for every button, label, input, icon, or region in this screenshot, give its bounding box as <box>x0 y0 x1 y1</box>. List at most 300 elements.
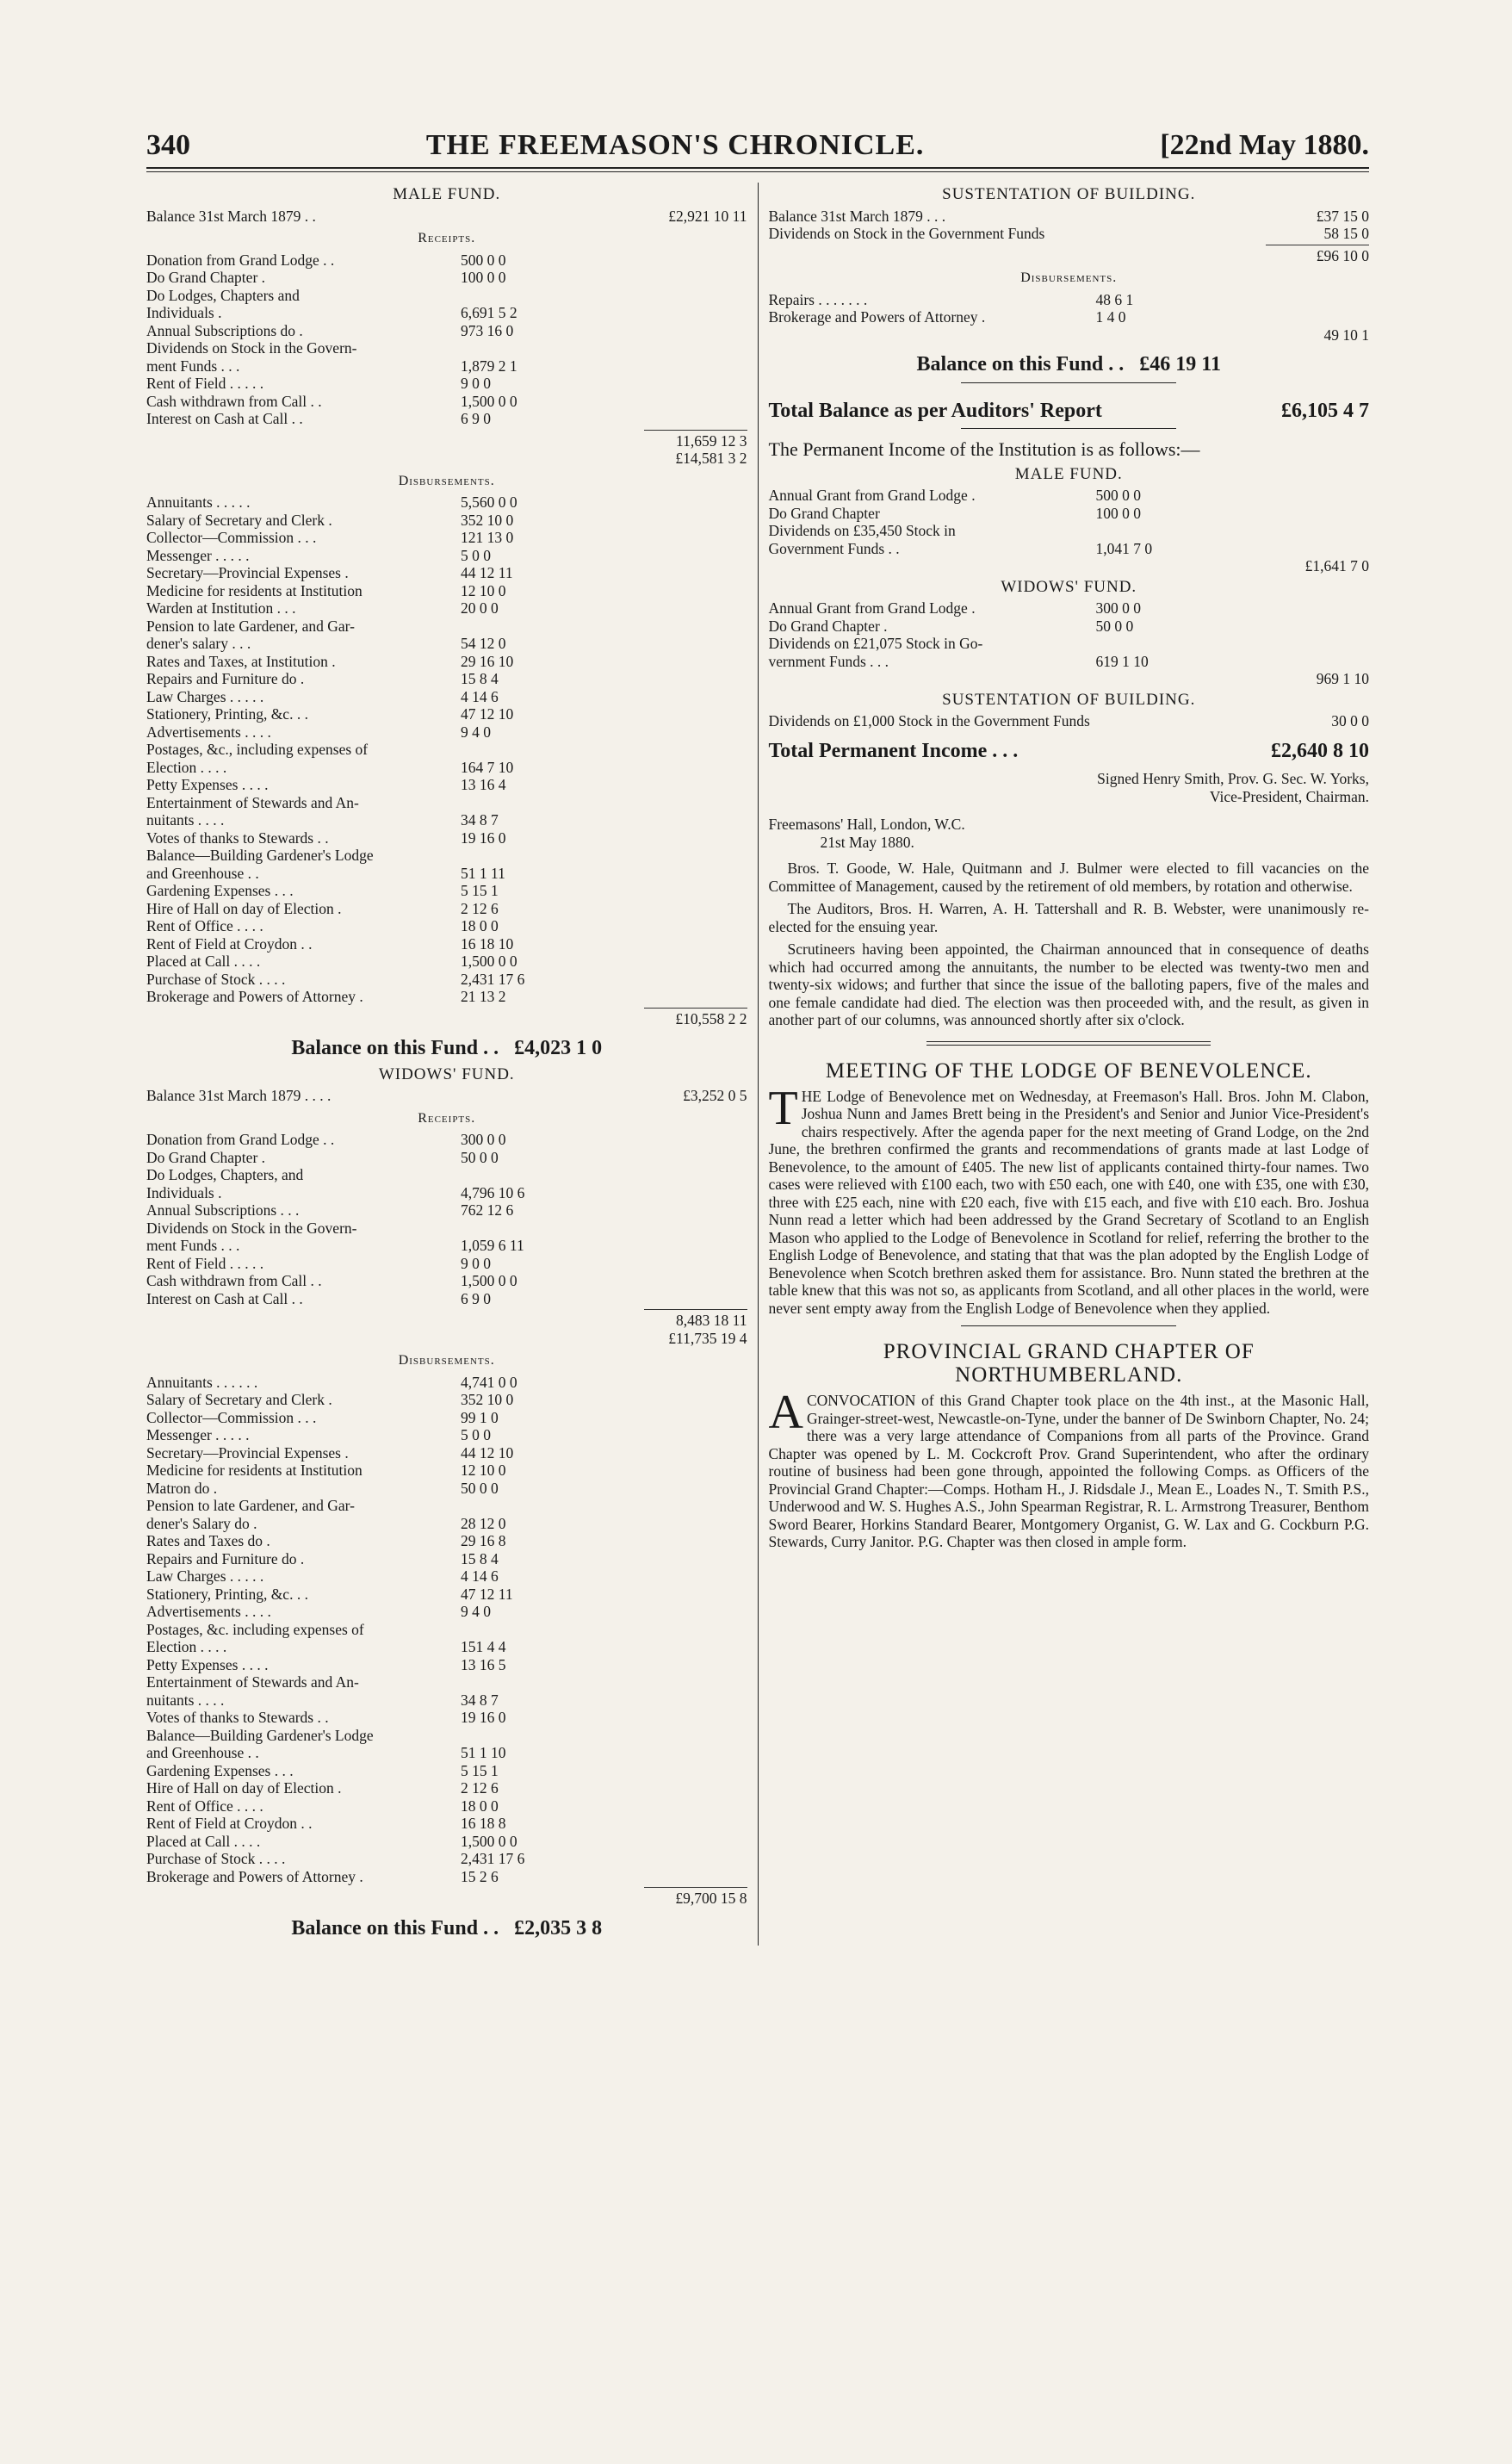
benevolence-article: THE Lodge of Benevolence met on Wednesday, at Freemason's Hall. Bros. John M. Clabon, Joshua Nunn and James Brett being in the President's and Senior and Junior Vice-President's chairs respectively. After the agenda paper for the next meeting of Grand Lodge, on the 2nd June, the brethren confirmed the grants and recommendations of grants made at last Lodge of Benevolence, to the amount of £405. The new list of applicants contained thirty-four names. Two cases were relieved with £100 each, two with £50 each, one with £40, one with £35, one with £30, three with £25 each, nine with £20 each, five with £15 each, and five with £10 each. Bro. Joshua Nunn read a letter which had been addressed by the Grand Secretary of Scotland to an English Mason who applied to the Lodge of Benevolence in Scotland for relief, referring the brother to the English Lodge of Benevolence, and stating that that was the plan adopted by the English Lodge of Benevolence when Scotch brethren asked them for assistance. Bro. Nunn stated the brethren at the table knew that this was not so, as applicants from Scotland, and all other places in the world, were never sent empty away from the English Lodge of Benevolence when they applied. <box>768 1081 1369 1317</box>
row-amount: 151 4 4 <box>461 1638 506 1655</box>
paragraph-auditors: The Auditors, Bros. H. Warren, A. H. Tattershall and R. B. Webster, were unanimously re-elected for the ensuing year. <box>768 900 1369 935</box>
ledger-row <box>146 339 747 357</box>
place-line: Freemasons' Hall, London, W.C. <box>768 816 965 833</box>
row-label: dener's salary . . . <box>146 635 251 652</box>
row-amount: 6,691 5 2 <box>461 304 517 321</box>
ledger-row <box>146 529 747 547</box>
ledger-row <box>146 1744 747 1762</box>
ledger-row <box>146 1532 747 1550</box>
ledger-row <box>146 1797 747 1815</box>
row-label: Medicine for residents at Institution <box>146 581 363 599</box>
ledger-row <box>146 882 747 900</box>
row-amount: 100 0 0 <box>1095 504 1141 522</box>
row-amount: 1,500 0 0 <box>461 392 517 410</box>
row-label: Petty Expenses . . . . <box>146 776 269 793</box>
ledger-row <box>146 564 747 582</box>
row-label: Annual Grant from Grand Lodge . <box>768 487 976 504</box>
row-amount: 500 0 0 <box>461 251 506 269</box>
row-amount: 47 12 10 <box>461 705 514 723</box>
row-label: Law Charges . . . . . <box>146 687 264 705</box>
row-amount: 1,041 7 0 <box>1095 539 1153 557</box>
row-label: Purchase of Stock . . . . <box>146 1850 286 1867</box>
male-disbursements-total: £10,558 2 2 <box>675 1009 747 1027</box>
row-label: Repairs and Furniture do . <box>146 1549 305 1567</box>
row-label: Votes of thanks to Stewards . . <box>146 1709 329 1726</box>
row-amount: 29 16 8 <box>461 1532 506 1549</box>
benevolence-heading: MEETING OF THE LODGE OF BENEVOLENCE. <box>825 1058 1312 1083</box>
row-label: Do Grand Chapter . <box>768 617 888 635</box>
row-amount: 54 12 0 <box>461 635 506 652</box>
row-label: Dividends on Stock in the Government Funds <box>768 225 1045 242</box>
total-balance: Total Balance as per Auditors' Report £6,105 4 7 <box>768 399 1369 422</box>
ledger-row <box>146 705 747 723</box>
row-amount: 15 8 4 <box>461 1549 499 1567</box>
row-label: Repairs and Furniture do . <box>146 670 305 687</box>
row-label: Pension to late Gardener, and Gar- <box>146 1497 355 1514</box>
perm-widows-title: WIDOWS' FUND. <box>1001 577 1137 596</box>
row-amount: 973 16 0 <box>461 321 514 339</box>
row-label: Hire of Hall on day of Election . <box>146 1779 342 1797</box>
ledger-row <box>146 1444 747 1462</box>
row-amount: 1,500 0 0 <box>461 1832 517 1850</box>
page-number: 340 <box>146 129 190 161</box>
ledger-row <box>146 670 747 688</box>
page-header <box>146 129 1369 169</box>
row-label: Rent of Office . . . . <box>146 1797 263 1815</box>
row-label: Purchase of Stock . . . . <box>146 970 286 988</box>
ledger-row <box>146 493 747 512</box>
perm-male-rows <box>769 487 1370 557</box>
ledger-row <box>146 1131 747 1149</box>
ledger-row <box>146 1149 747 1167</box>
row-amount: 15 2 6 <box>461 1867 499 1885</box>
ledger-row <box>146 688 747 706</box>
row-label: Brokerage and Powers of Attorney . <box>768 308 986 326</box>
row-amount: 5 0 0 <box>461 546 491 564</box>
ledger-row <box>146 1480 747 1498</box>
male-balance: Balance on this Fund . . £4,023 1 0 <box>291 1037 603 1059</box>
row-amount: 34 8 7 <box>461 1691 499 1709</box>
perm-widows-rows <box>769 599 1370 670</box>
row-label: Do Grand Chapter . <box>146 1148 266 1166</box>
ledger-row <box>146 741 747 759</box>
male-receipts-list <box>146 251 747 428</box>
widows-disbursements-title: Disbursements. <box>398 1353 495 1368</box>
row-amount: 13 16 4 <box>461 776 506 793</box>
ledger-row <box>146 1462 747 1480</box>
ledger-row <box>146 1550 747 1568</box>
ledger-row <box>769 653 1370 671</box>
row-label: Entertainment of Stewards and An- <box>146 1673 359 1691</box>
row-amount: 19 16 0 <box>461 829 506 847</box>
row-label: Annual Grant from Grand Lodge . <box>768 599 976 617</box>
row-label: Government Funds . . <box>768 539 900 557</box>
row-label: Secretary—Provincial Expenses . <box>146 564 349 581</box>
row-label: Election . . . . <box>146 758 227 776</box>
ledger-row <box>146 1727 747 1745</box>
row-label: Dividends on £21,075 Stock in Go- <box>768 635 983 652</box>
row-label: Advertisements . . . . <box>146 723 271 741</box>
row-label: Annual Subscriptions . . . <box>146 1201 300 1219</box>
row-amount: 51 1 10 <box>461 1744 506 1761</box>
ledger-row <box>146 935 747 953</box>
row-amount: 28 12 0 <box>461 1514 506 1532</box>
ledger-row <box>769 291 1370 309</box>
row-label: Collector—Commission . . . <box>146 529 317 546</box>
ledger-row <box>146 1201 747 1220</box>
ledger-row <box>146 1184 747 1202</box>
row-label: Balance—Building Gardener's Lodge <box>146 847 374 864</box>
ledger-row <box>146 269 747 287</box>
ledger-row <box>769 522 1370 540</box>
ledger-row <box>769 599 1370 618</box>
row-amount: 12 10 0 <box>461 581 506 599</box>
row-amount: 4,741 0 0 <box>461 1373 517 1391</box>
ledger-row <box>769 308 1370 326</box>
ledger-row <box>146 512 747 530</box>
male-grand-total: £14,581 3 2 <box>675 450 747 467</box>
row-amount: 1,879 2 1 <box>461 357 517 375</box>
row-label: Collector—Commission . . . <box>146 1408 317 1426</box>
row-label: Annuitants . . . . . <box>146 493 251 511</box>
left-column <box>146 183 758 1946</box>
row-label: Balance—Building Gardener's Lodge <box>146 1726 374 1744</box>
ledger-row <box>146 1166 747 1184</box>
ledger-row <box>146 1515 747 1533</box>
ledger-row <box>146 547 747 565</box>
ledger-row <box>146 1850 747 1868</box>
widows-disbursements-list <box>146 1374 747 1886</box>
male-receipts-title: Receipts. <box>418 231 476 245</box>
row-label: Rent of Field . . . . . <box>146 375 264 392</box>
paragraph-elected: Bros. T. Goode, W. Hale, Quitmann and J. Bulmer were elected to fill vacancies on the Committee of Management, caused by the retirement of old members, by rotation and otherwise. <box>768 860 1369 895</box>
row-amount: 500 0 0 <box>1095 487 1141 504</box>
row-label: and Greenhouse . . <box>146 1744 259 1761</box>
sustentation-title: SUSTENTATION OF BUILDING. <box>942 185 1196 203</box>
northumberland-heading: PROVINCIAL GRAND CHAPTER OF NORTHUMBERLAND. <box>883 1340 1255 1387</box>
ledger-row <box>146 1391 747 1409</box>
row-label: Secretary—Provincial Expenses . <box>146 1443 349 1462</box>
row-amount: 47 12 11 <box>461 1585 513 1603</box>
male-disbursements-list <box>146 493 747 1006</box>
ledger-row <box>146 811 747 829</box>
ledger-row <box>146 1815 747 1833</box>
ledger-row <box>146 1426 747 1444</box>
ledger-row <box>146 1603 747 1621</box>
row-total: £37 15 0 <box>1316 207 1369 225</box>
row-amount: 9 4 0 <box>461 723 491 741</box>
row-label: Law Charges . . . . . <box>146 1567 264 1585</box>
signature-line-1: Signed Henry Smith, Prov. G. Sec. W. Yorks, <box>1097 770 1369 787</box>
row-label: Brokerage and Powers of Attorney . <box>146 1867 363 1885</box>
ledger-row <box>146 1567 747 1586</box>
ledger-row <box>146 393 747 411</box>
row-label: Interest on Cash at Call . . <box>146 1289 303 1307</box>
row-label: ment Funds . . . <box>146 1237 240 1254</box>
ledger-row <box>146 1709 747 1727</box>
row-amount: 15 8 4 <box>461 670 499 687</box>
row-label: Rent of Field at Croydon . . <box>146 934 313 953</box>
row-amount: 9 0 0 <box>461 1254 491 1272</box>
ledger-row <box>146 953 747 971</box>
row-label: Gardening Expenses . . . <box>146 882 294 899</box>
date-line: 21st May 1880. <box>820 833 914 851</box>
row-amount: 16 18 10 <box>461 934 514 953</box>
row-amount: 44 12 11 <box>461 564 513 581</box>
ledger-row <box>146 794 747 812</box>
row-label: Salary of Secretary and Clerk . <box>146 511 332 529</box>
male-opening-row: Balance 31st March 1879 . . £2,921 10 11 <box>146 207 747 225</box>
row-amount: 6 9 0 <box>461 410 491 427</box>
row-amount: 619 1 10 <box>1095 652 1149 670</box>
row-amount: 300 0 0 <box>1095 599 1141 617</box>
row-label: Interest on Cash at Call . . <box>146 410 303 427</box>
widows-grand-total: £11,735 19 4 <box>668 1329 747 1347</box>
sustentation-rows <box>769 208 1370 243</box>
row-amount: 1,059 6 11 <box>461 1237 524 1254</box>
ledger-row <box>769 225 1370 243</box>
row-label: Annual Subscriptions do . <box>146 321 303 339</box>
row-label: Repairs . . . . . . . <box>768 290 868 308</box>
row-label: Placed at Call . . . . <box>146 1832 261 1850</box>
ledger-row <box>146 917 747 935</box>
ledger-row <box>146 1255 747 1273</box>
widows-balance: Balance on this Fund . . £2,035 3 8 <box>291 1916 603 1940</box>
ledger-row <box>146 1833 747 1851</box>
widows-receipts-total: 8,483 18 11 <box>676 1312 747 1329</box>
ledger-row <box>146 582 747 600</box>
row-amount: 44 12 10 <box>461 1443 514 1462</box>
row-amount: 13 16 5 <box>461 1655 506 1673</box>
row-amount: 16 18 8 <box>461 1815 506 1832</box>
row-label: Do Lodges, Chapters, and <box>146 1166 304 1183</box>
ledger-row <box>146 410 747 428</box>
row-amount: 51 1 11 <box>461 864 505 882</box>
dropcap-a: A <box>768 1386 803 1439</box>
sustentation-subtotal: £96 10 0 <box>1316 246 1369 264</box>
ledger-row <box>146 1656 747 1674</box>
row-amount: 1,500 0 0 <box>461 953 517 970</box>
northumberland-article: ACONVOCATION of this Grand Chapter took place on the 4th inst., at the Masonic Hall, Grainger-street-west, Newcastle-on-Tyne, under the banner of De Swinborn Chapter, No. 24; there was a very large attendance of Companions from all parts of the Province. Grand Chapter was opened by L. M. Cockcroft Prov. Grand Superintendent, who after the ordinary routine of business had been gone through, appointed the following Comps. as Officers of the Provincial Grand Chapter:—Comps. Hotham H., J. Ridsdale J., Mean E., Loades N., T. Smith P.S., Underwood and W. S. Hughes A.S., John Spearman Registrar, R. L. Armstrong Treasurer, Benthom Sword Bearer, Horkins Standard Bearer, Montgomery Organist, G. W. Lax and G. Cockburn P.G. Stewards, Curry Janitor. P.G. Chapter was then closed in ample form. <box>768 1386 1369 1550</box>
male-disbursements-title: Disbursements. <box>398 473 495 488</box>
ledger-row <box>146 1409 747 1427</box>
perm-sust-row: Dividends on £1,000 Stock in the Government Funds 30 0 0 <box>768 712 1369 729</box>
row-amount: 1 4 0 <box>1095 308 1126 326</box>
row-amount: 9 0 0 <box>461 375 491 392</box>
row-label: Individuals . <box>146 1183 222 1201</box>
row-label: Postages, &c., including expenses of <box>146 741 369 758</box>
row-label: Balance 31st March 1879 . . . <box>768 207 946 225</box>
row-amount: 164 7 10 <box>461 758 514 776</box>
row-amount: 2,431 17 6 <box>461 970 525 988</box>
widows-fund-title: WIDOWS' FUND. <box>378 1064 515 1083</box>
row-label: Do Grand Chapter . <box>146 269 266 286</box>
sustentation-disbursements-total: 49 10 1 <box>1323 326 1369 344</box>
row-amount: 50 0 0 <box>461 1479 499 1497</box>
row-label: Messenger . . . . . <box>146 546 250 564</box>
row-label: Placed at Call . . . . <box>146 953 261 970</box>
ledger-row <box>146 618 747 636</box>
row-label: Hire of Hall on day of Election . <box>146 899 342 917</box>
row-amount: 34 8 7 <box>461 811 499 829</box>
row-label: Rates and Taxes, at Institution . <box>146 652 336 670</box>
row-label: Warden at Institution . . . <box>146 599 296 617</box>
row-label: Cash withdrawn from Call . . <box>146 1272 322 1289</box>
row-amount: 50 0 0 <box>1095 617 1134 635</box>
row-amount: 352 10 0 <box>461 511 514 529</box>
row-amount: 2 12 6 <box>461 1779 499 1797</box>
row-amount: 12 10 0 <box>461 1462 506 1479</box>
row-label: Postages, &c. including expenses of <box>146 1620 364 1638</box>
total-permanent-income: Total Permanent Income . . . £2,640 8 10 <box>768 739 1369 762</box>
row-amount: 5,560 0 0 <box>461 493 517 511</box>
row-label: Rent of Office . . . . <box>146 917 263 934</box>
permanent-income-intro: The Permanent Income of the Institution is as follows:— <box>768 438 1200 460</box>
ledger-row <box>146 1272 747 1290</box>
row-amount: 5 15 1 <box>461 882 499 899</box>
row-amount: 50 0 0 <box>461 1148 499 1166</box>
ledger-row <box>146 723 747 742</box>
row-amount: 18 0 0 <box>461 1797 499 1815</box>
ledger-row <box>146 1497 747 1515</box>
perm-male-title: MALE FUND. <box>1014 464 1123 483</box>
perm-widows-total: 969 1 10 <box>1316 670 1369 687</box>
row-amount: 4,796 10 6 <box>461 1183 525 1201</box>
ledger-row <box>146 1220 747 1238</box>
row-label: Individuals . <box>146 304 222 321</box>
ledger-row <box>146 599 747 618</box>
ledger-row <box>146 1621 747 1639</box>
row-amount: 21 13 2 <box>461 988 506 1005</box>
ledger-row <box>769 505 1370 523</box>
ledger-row <box>146 847 747 865</box>
row-label: Gardening Expenses . . . <box>146 1761 294 1779</box>
ledger-row <box>146 653 747 671</box>
perm-sust-title: SUSTENTATION OF BUILDING. <box>942 690 1196 709</box>
row-amount: 9 4 0 <box>461 1603 491 1620</box>
row-label: Do Grand Chapter <box>768 504 880 522</box>
male-receipts-total: 11,659 12 3 <box>676 431 747 450</box>
row-label: Annuitants . . . . . . <box>146 1373 258 1391</box>
row-label: and Greenhouse . . <box>146 864 259 882</box>
row-total: 58 15 0 <box>1323 225 1369 242</box>
ledger-row <box>146 322 747 340</box>
row-label: dener's Salary do . <box>146 1514 257 1532</box>
widows-disbursements-total: £9,700 15 8 <box>675 1890 747 1907</box>
row-amount: 99 1 0 <box>461 1408 499 1426</box>
row-label: Salary of Secretary and Clerk . <box>146 1391 332 1408</box>
newspaper-title: THE FREEMASON'S CHRONICLE. <box>425 129 925 161</box>
ledger-row <box>146 357 747 375</box>
row-label: vernment Funds . . . <box>768 652 889 670</box>
row-amount: 48 6 1 <box>1095 290 1134 308</box>
ledger-row <box>146 287 747 305</box>
row-label: nuitants . . . . <box>146 811 225 829</box>
row-amount: 2,431 17 6 <box>461 1850 525 1867</box>
row-amount: 5 0 0 <box>461 1426 491 1443</box>
row-amount: 352 10 0 <box>461 1391 514 1408</box>
row-label: Cash withdrawn from Call . . <box>146 392 322 410</box>
ledger-row <box>146 375 747 393</box>
row-label: Donation from Grand Lodge . . <box>146 1131 335 1148</box>
ledger-row <box>146 776 747 794</box>
ledger-row <box>769 487 1370 505</box>
sustentation-balance: Balance on this Fund . . £46 19 11 <box>916 353 1221 375</box>
newspaper-page <box>146 129 1369 1946</box>
ledger-row <box>146 971 747 989</box>
row-amount: 100 0 0 <box>461 269 506 286</box>
row-label: Matron do . <box>146 1479 218 1497</box>
row-amount: 18 0 0 <box>461 917 499 934</box>
row-amount: 20 0 0 <box>461 599 499 617</box>
row-label: Election . . . . <box>146 1638 227 1655</box>
ledger-row <box>146 1779 747 1797</box>
right-column <box>758 183 1370 1946</box>
row-amount: 4 14 6 <box>461 1567 499 1585</box>
ledger-row <box>769 635 1370 653</box>
row-amount: 5 15 1 <box>461 1761 499 1779</box>
ledger-row <box>146 759 747 777</box>
ledger-row <box>146 635 747 653</box>
row-label: Brokerage and Powers of Attorney . <box>146 988 363 1005</box>
ledger-row <box>146 865 747 883</box>
ledger-row <box>146 1762 747 1780</box>
row-label: Rent of Field at Croydon . . <box>146 1815 313 1832</box>
row-label: Pension to late Gardener, and Gar- <box>146 617 355 635</box>
signature-line-2: Vice-President, Chairman. <box>1209 787 1369 805</box>
ledger-row <box>146 251 747 270</box>
row-label: Entertainment of Stewards and An- <box>146 793 359 811</box>
ledger-row <box>146 829 747 847</box>
row-label: Dividends on Stock in the Govern- <box>146 1219 357 1237</box>
ledger-row <box>146 1691 747 1710</box>
perm-male-total: £1,641 7 0 <box>1304 557 1369 574</box>
ledger-row <box>146 988 747 1006</box>
row-amount: 1,500 0 0 <box>461 1272 517 1289</box>
ledger-row <box>769 208 1370 226</box>
row-label: Donation from Grand Lodge . . <box>146 251 335 269</box>
row-label: Rates and Taxes do . <box>146 1532 270 1549</box>
ledger-row <box>146 900 747 918</box>
ledger-row <box>146 304 747 322</box>
ledger-row <box>146 1237 747 1255</box>
row-amount: 29 16 10 <box>461 652 514 670</box>
row-amount: 121 13 0 <box>461 529 514 546</box>
ledger-row <box>146 1868 747 1886</box>
row-label: Dividends on Stock in the Govern- <box>146 339 357 357</box>
ledger-row <box>146 1673 747 1691</box>
row-label: Petty Expenses . . . . <box>146 1655 269 1673</box>
ledger-row <box>146 1290 747 1308</box>
widows-receipts-list <box>146 1131 747 1307</box>
dropcap-t: T <box>768 1081 798 1135</box>
row-label: Stationery, Printing, &c. . . <box>146 1585 308 1603</box>
issue-date: [22nd May 1880. <box>1160 129 1369 161</box>
widows-opening-row: Balance 31st March 1879 . . . . £3,252 0 5 <box>146 1087 747 1104</box>
row-amount: 6 9 0 <box>461 1289 491 1307</box>
ledger-row <box>146 1374 747 1392</box>
row-label: Votes of thanks to Stewards . . <box>146 829 329 847</box>
row-label: Messenger . . . . . <box>146 1426 250 1443</box>
ledger-row <box>146 1638 747 1656</box>
row-amount: 4 14 6 <box>461 687 499 705</box>
ledger-row <box>769 540 1370 558</box>
male-fund-title: MALE FUND. <box>393 185 501 203</box>
row-label: Medicine for residents at Institution <box>146 1462 363 1479</box>
widows-receipts-title: Receipts. <box>418 1110 476 1126</box>
row-label: Rent of Field . . . . . <box>146 1254 264 1272</box>
row-amount: 2 12 6 <box>461 899 499 917</box>
